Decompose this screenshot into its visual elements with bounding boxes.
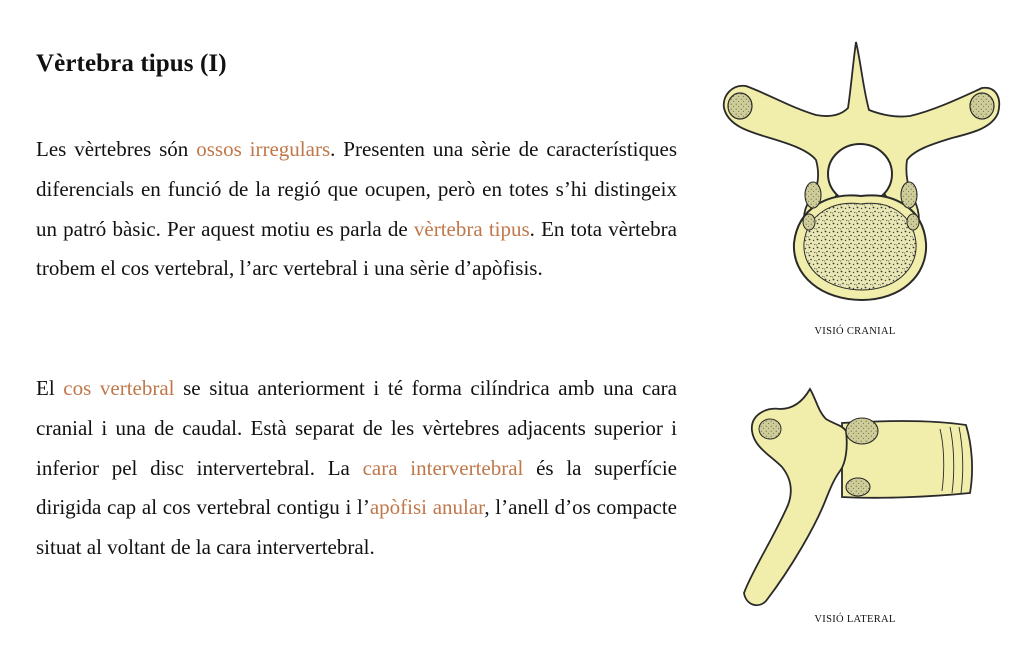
caption-lateral: VISIÓ LATERAL — [814, 614, 896, 625]
lateral-articular-facet — [759, 419, 781, 439]
highlight-term: ossos irregulars — [196, 137, 331, 161]
lateral-arch — [744, 389, 847, 605]
paragraph-intro — [36, 130, 677, 289]
text-run: . Presenten una sèrie de característiques diferencials en funció de la regió que ocupen, però en totes s’hi distingeix un patró bàsic. Per aquest motiu es parla de — [36, 137, 677, 241]
transverse-facet-left — [728, 93, 752, 119]
page-title: Vèrtebra tipus (I) — [36, 50, 227, 77]
paragraph-vertebral-body — [36, 369, 677, 568]
text-run: Les vèrtebres són — [36, 137, 197, 161]
costal-facet-right — [907, 214, 919, 230]
vertebra-cranial-illustration — [720, 38, 1002, 308]
text-run: se situa anteriorment i té forma cilíndrica amb una cara cranial i una de caudal. Està separat de les vèrtebres adjacents superior i inferior pel disc intervertebral. La — [36, 376, 677, 480]
lateral-facet-upper — [846, 418, 878, 444]
articular-facet-right — [901, 182, 917, 208]
highlight-term: cara intervertebral — [362, 455, 524, 480]
caption-cranial: VISIÓ CRANIAL — [814, 326, 896, 337]
highlight-term: apòfisi anular — [369, 495, 485, 520]
highlight-term: cos vertebral — [63, 376, 175, 400]
text-run: El — [36, 376, 64, 400]
text-run: és la superfície dirigida cap al cos vertebral contigu i l’ — [36, 455, 678, 520]
articular-facet-left — [805, 182, 821, 208]
lateral-facet-lower — [846, 478, 870, 496]
text-run: . En tota vèrtebra trobem el cos vertebral, l’arc vertebral i una sèrie d’apòfisis. — [36, 216, 677, 281]
vertebra-lateral-illustration — [730, 385, 980, 615]
costal-facet-left — [803, 214, 815, 230]
vertebral-body-spongy — [804, 203, 916, 290]
highlight-term: vèrtebra tipus — [413, 216, 530, 241]
transverse-facet-right — [970, 93, 994, 119]
text-run: , l’anell d’os compacte situat al voltant de la cara intervertebral. — [36, 495, 677, 560]
